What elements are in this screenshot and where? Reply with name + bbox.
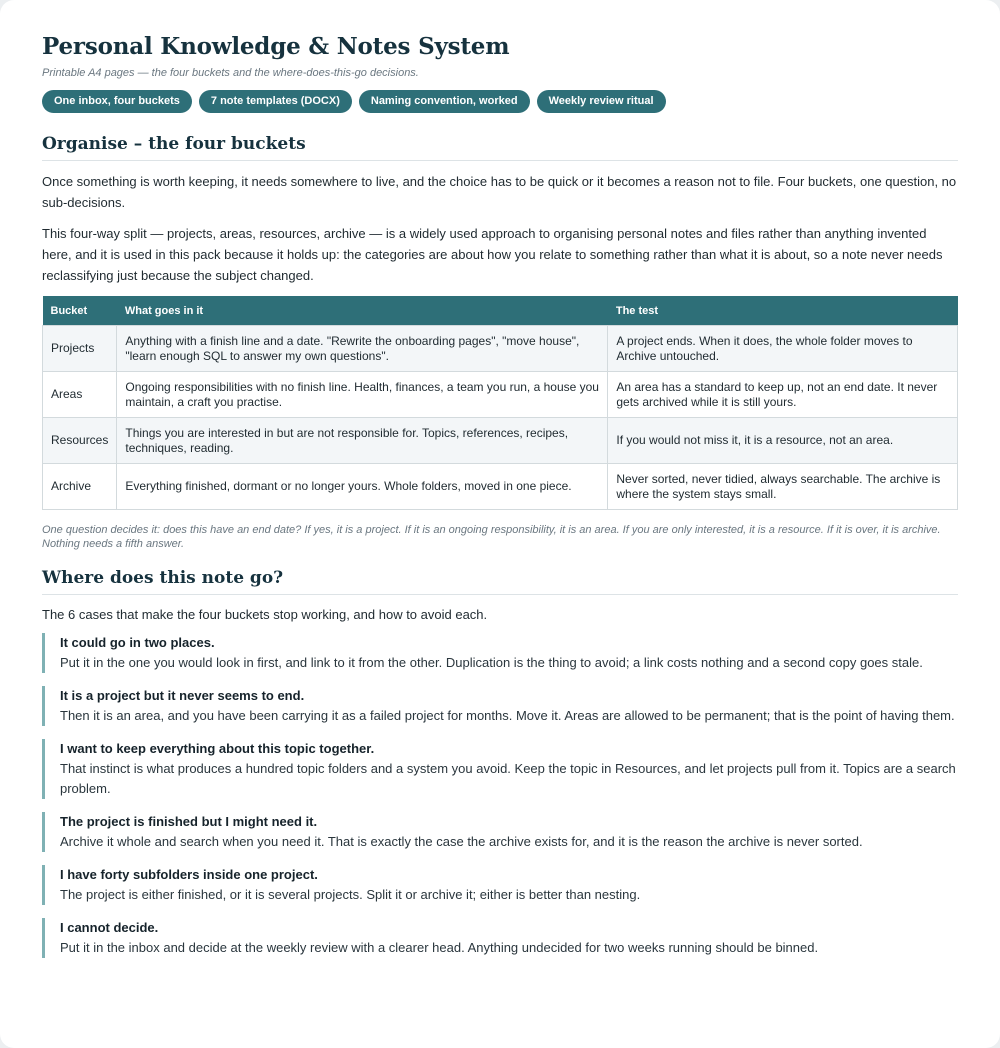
case-item [42,686,958,726]
case-title: The project is finished but I might need it. [60,814,318,829]
case-title: It could go in two places. [60,635,215,650]
where-heading: Where does this note go? [42,565,958,595]
cell-the-test: A project ends. When it does, the whole folder moves to Archive untouched. [608,326,958,372]
case-body: Put it in the one you would look in first, and link to it from the other. Duplication is the thing to avoid; a link costs nothing and a second copy goes stale. [60,655,923,670]
page-subtitle: Printable A4 pages — the four buckets and the where-does-this-go decisions. [42,67,419,79]
case-item [42,812,958,852]
pill-note-templates[interactable]: 7 note templates (DOCX) [199,90,352,113]
pill-weekly-review[interactable]: Weekly review ritual [537,90,666,113]
organise-heading: Organise – the four buckets [42,131,958,161]
case-title: I have forty subfolders inside one project. [60,867,318,882]
organise-paragraph-1: Once something is worth keeping, it needs somewhere to live, and the choice has to be quick or it becomes a reason not to file. Four buckets, one question, no sub-decisions. [42,174,957,210]
cell-what-goes-in-it: Ongoing responsibilities with no finish line. Health, finances, a team you run, a house you maintain, a craft you practise. [117,372,608,418]
cell-the-test: If you would not miss it, it is a resource, not an area. [608,418,958,464]
cell-what-goes-in-it: Everything finished, dormant or no longer yours. Whole folders, moved in one piece. [117,464,608,510]
cell-the-test: An area has a standard to keep up, not an end date. It never gets archived while it is still yours. [608,372,958,418]
table-header-row [43,296,958,326]
case-title: I want to keep everything about this topic together. [60,741,375,756]
cell-bucket: Archive [43,464,117,510]
case-body: Then it is an area, and you have been carrying it as a failed project for months. Move it. Areas are allowed to be permanent; that is the point of having them. [60,708,955,723]
cell-bucket: Projects [43,326,117,372]
case-item [42,865,958,905]
page-title: Personal Knowledge & Notes System [42,33,510,60]
table-row [43,326,958,372]
table-row [43,464,958,510]
section-pills [42,90,958,114]
case-body: The project is either finished, or it is several projects. Split it or archive it; either is better than nesting. [60,887,641,902]
table-row [43,418,958,464]
case-body: Put it in the inbox and decide at the weekly review with a clearer head. Anything undecided for two weeks running should be binned. [60,940,819,955]
case-title: I cannot decide. [60,920,159,935]
cell-what-goes-in-it: Anything with a finish line and a date. "Rewrite the onboarding pages", "move house", "learn enough SQL to answer my own questions". [117,326,608,372]
pill-one-inbox[interactable]: One inbox, four buckets [42,90,192,113]
case-item [42,633,958,673]
cases-list [42,633,958,958]
organise-paragraph-2: This four-way split — projects, areas, resources, archive — is a widely used approach to organising personal notes and files rather than anything invented here, and it is used in this pack because it holds up: the categories are about how you relate to something rather than what it is about, so a note never needs reclassifying just because the subject changed. [42,226,943,283]
cell-bucket: Areas [43,372,117,418]
case-item [42,918,958,958]
column-header-the-test: The test [608,296,958,326]
cell-the-test: Never sorted, never tidied, always searchable. The archive is where the system stays small. [608,464,958,510]
case-body: That instinct is what produces a hundred topic folders and a system you avoid. Keep the topic in Resources, and let projects pull from it. Topics are a search problem. [60,761,956,796]
cell-what-goes-in-it: Things you are interested in but are not responsible for. Topics, references, recipes, techniques, reading. [117,418,608,464]
case-item [42,739,958,799]
case-title: It is a project but it never seems to end. [60,688,305,703]
column-header-bucket: Bucket [43,296,117,326]
cell-bucket: Resources [43,418,117,464]
pill-naming-convention[interactable]: Naming convention, worked [359,90,530,113]
table-row [43,372,958,418]
table-footnote: One question decides it: does this have an end date? If yes, it is a project. If it is an ongoing responsibility, it is an area. If you are only interested, it is a resource. If it is over, it is archive. Nothing needs a fifth answer. [42,524,941,550]
case-body: Archive it whole and search when you need it. That is exactly the case the archive exists for, and it is the reason the archive is never sorted. [60,834,863,849]
buckets-table [42,296,958,510]
where-intro: The 6 cases that make the four buckets stop working, and how to avoid each. [42,607,488,622]
column-header-what-goes-in-it: What goes in it [117,296,608,326]
